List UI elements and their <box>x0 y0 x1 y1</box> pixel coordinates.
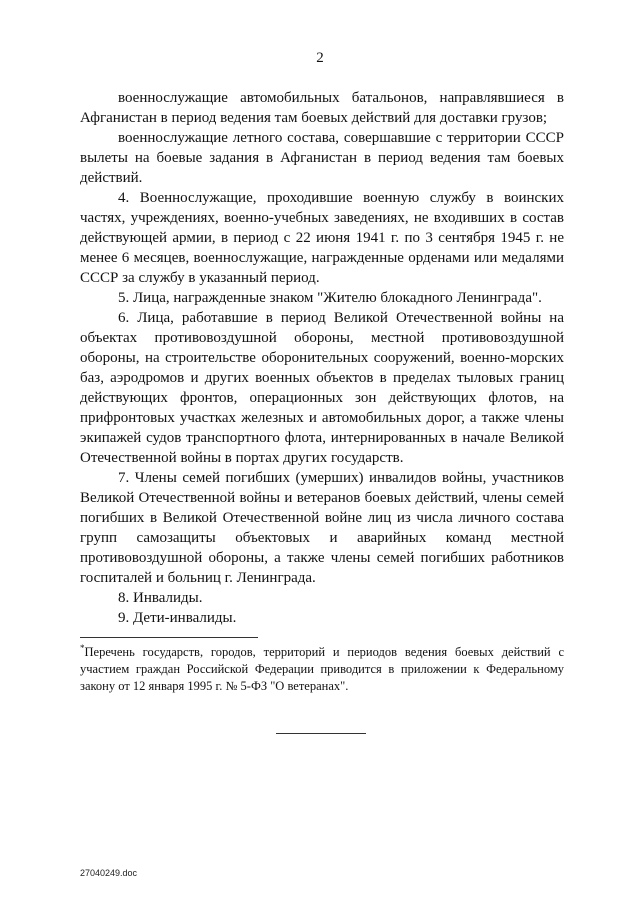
footnote-text: Перечень государств, городов, территорий и периодов ведения боевых действий с участием граждан Российской Федерации приводится в приложении к Федеральному закону от 12 января 1995 г. № 5-ФЗ "О ветеранах". <box>80 645 564 693</box>
paragraph-auto-battalions: военнослужащие автомобильных батальонов, направлявшиеся в Афганистан в период ведения там боевых действий для доставки грузов; <box>80 90 564 126</box>
document-code: 27040249.doc <box>80 868 138 878</box>
paragraph-item-6: 6. Лица, работавшие в период Великой Отечественной войны на объектах противовоздушной обороны, местной противовоздушной обороны, на строительстве оборонительных сооружений, военно-морских баз, аэродромов и других военных объектов в пределах тыловых границ действующих фронтов, операционных зон действующих флотов, на прифронтовых участках железных и автомобильных дорог, а также члены экипажей судов транспортного флота, интернированных в начале Великой Отечественной войны в портах других государств. <box>80 310 564 466</box>
paragraph-item-8: 8. Инвалиды. <box>118 590 203 606</box>
paragraph-item-4: 4. Военнослужащие, проходившие военную службу в воинских частях, учреждениях, военно-учебных заведениях, не входивших в состав действующей армии, в период с 22 июня 1941 г. по 3 сентября 1945 г. не менее 6 месяцев, военнослужащие, награжденные орденами или медалями СССР за службу в указанный период. <box>80 190 564 286</box>
footnote-marker: * <box>80 642 85 653</box>
paragraph-item-9: 9. Дети-инвалиды. <box>118 610 237 626</box>
footnote <box>80 644 564 695</box>
page-number: 2 <box>316 50 324 66</box>
end-of-document-rule <box>276 733 366 734</box>
footnote-separator <box>80 637 258 638</box>
paragraph-item-7: 7. Члены семей погибших (умерших) инвалидов войны, участников Великой Отечественной войны и ветеранов боевых действий, члены семей погибших в Великой Отечественной войне лиц из числа личного состава групп самозащиты объектовых и аварийных команд местной противовоздушной обороны, а также члены семей погибших работников госпиталей и больниц г. Ленинграда. <box>80 470 564 586</box>
paragraph-flight-crew: военнослужащие летного состава, совершавшие с территории СССР вылеты на боевые задания в Афганистан в период ведения там боевых действий. <box>80 130 564 186</box>
document-body <box>80 88 564 628</box>
paragraph-item-5: 5. Лица, награжденные знаком "Жителю блокадного Ленинграда". <box>118 290 542 306</box>
